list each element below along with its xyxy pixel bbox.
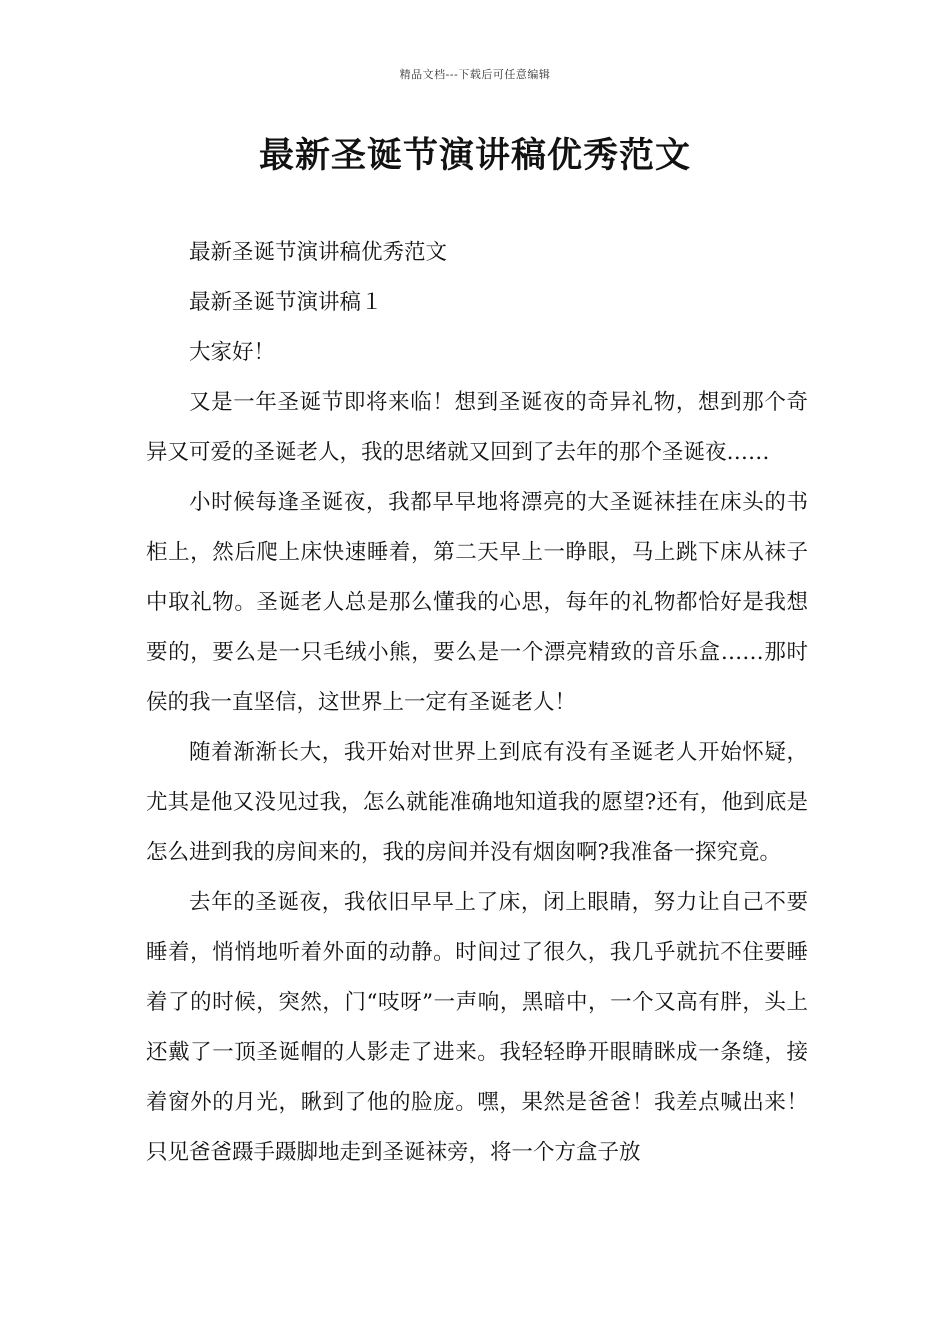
document-title: 最新圣诞节演讲稿优秀范文 (258, 135, 691, 176)
paragraph-subtitle: 最新圣诞节演讲稿优秀范文 (189, 240, 448, 265)
header-note: 精品文档---下载后可任意编辑 (399, 68, 551, 81)
paragraph-last-year: 去年的圣诞夜，我依旧早早上了床，闭上眼睛，努力让自己不要睡着，悄悄地听着外面的动静。时间过了很久，我几乎就抗不住要睡着了的时候，突然，门“吱呀”一声响，黑暗中，一个又高有胖，头上还戴了一顶圣诞帽的人影走了进来。我轻轻睁开眼睛眯成一条缝，接着窗外的月光，瞅到了他的脸庞。嘿，果然是爸爸！我差点喊出来！只见爸爸蹑手蹑脚地走到圣诞袜旁，将一个方盒子放 (146, 890, 808, 1165)
paragraph-childhood: 小时候每逢圣诞夜，我都早早地将漂亮的大圣诞袜挂在床头的书柜上，然后爬上床快速睡着，第二天早上一睁眼，马上跳下床从袜子中取礼物。圣诞老人总是那么懂我的心思，每年的礼物都恰好是我想要的，要么是一只毛绒小熊，要么是一个漂亮精致的音乐盒……那时侯的我一直坚信，这世界上一定有圣诞老人！ (146, 490, 808, 715)
document-body (146, 228, 808, 1178)
paragraph-doubt: 随着渐渐长大，我开始对世界上到底有没有圣诞老人开始怀疑，尤其是他又没见过我，怎么就能准确地知道我的愿望?还有，他到底是怎么进到我的房间来的，我的房间并没有烟囱啊?我准备一探究竟。 (146, 740, 808, 865)
paragraph-section-heading: 最新圣诞节演讲稿１ (189, 290, 383, 315)
paragraph-intro: 又是一年圣诞节即将来临！想到圣诞夜的奇异礼物，想到那个奇异又可爱的圣诞老人，我的思绪就又回到了去年的那个圣诞夜…… (146, 390, 808, 465)
paragraph-greeting: 大家好！ (189, 340, 276, 365)
